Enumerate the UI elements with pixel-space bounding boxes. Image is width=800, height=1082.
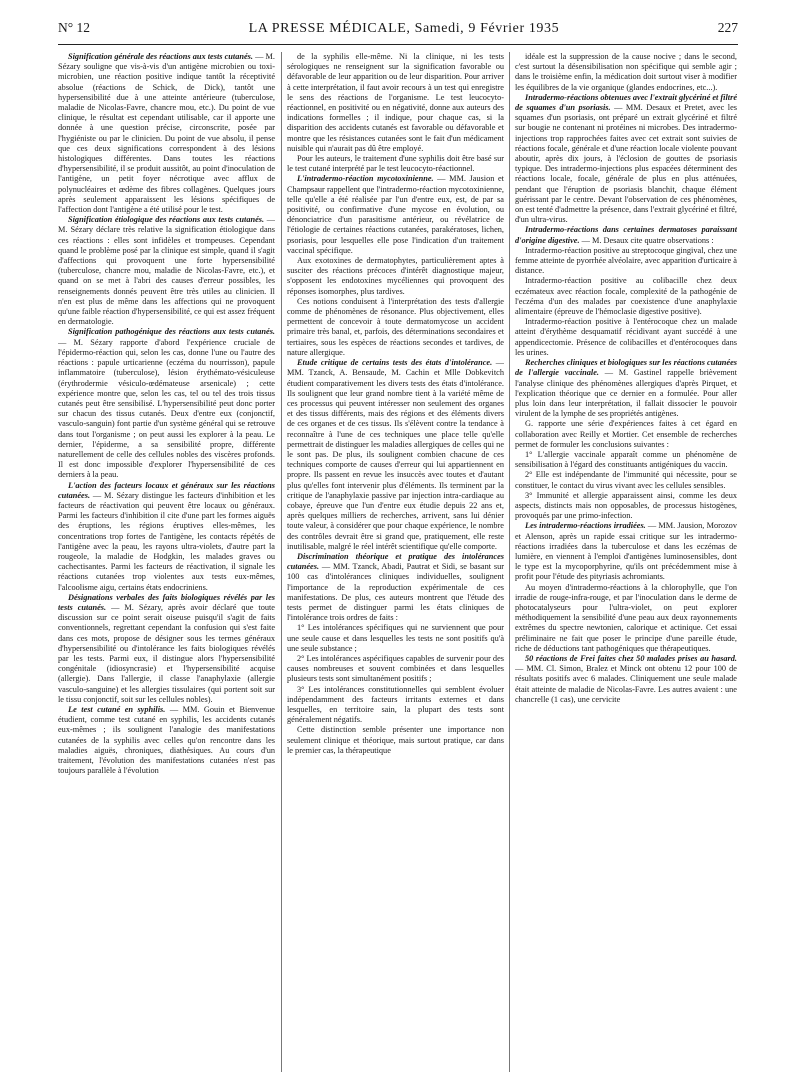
article-paragraph — [58, 215, 275, 327]
article-text: — M. Sézary souligne que vis-à-vis d'un antigène microbien ou toxi-microbien, une réaction positive indique tantôt la réceptivité absolue (réactions de Schick, de Dick), tantôt une hypersensibilité due à une atteinte antérieure (tuberculose, maladie de Nicolas-Favre, chancre mou, etc.). Du point de vue clinique, le résultat est cependant utilisable, car il apporte une donnée à une question précise, circonscrite, posée par l'hygiéniste ou par le clinicien. Du point de vue absolu, il pense que ces deux significations correspondent à des lésions histologiques différentes. Dans toutes les réactions d'hypersensibilité, il se produit aussitôt, au point d'inoculation de l'antigène, un petit foyer nécrotique avec afflux de polynucléaires et œdème des fibres collagènes. Quelques jours après seulement apparaissent les lésions spécifiques de l'affection dont l'antigène a été utilisé pour le test. — [58, 52, 275, 215]
article-paragraph — [287, 256, 504, 297]
article-paragraph — [515, 583, 737, 654]
article-paragraph — [515, 654, 737, 705]
article-text: Intradermo-réaction positive à l'entérocoque chez un malade atteint d'érythème desquamatif récidivant ayant succédé à une appendicectomie. Présence de colibacilles et d'entérocoques dans les urines. — [515, 317, 737, 357]
article-heading: Le test cutané en syphilis. — [68, 705, 166, 714]
article-paragraph — [515, 419, 737, 450]
header-rule — [58, 44, 738, 45]
article-paragraph — [515, 52, 737, 93]
article-paragraph — [287, 623, 504, 654]
text-column-1 — [58, 52, 275, 1074]
column-separator — [509, 52, 510, 1072]
article-heading: Intradermo-réactions obtenues avec l'extrait glycériné et filtré de squames d'un psoriasis. — [515, 92, 737, 113]
article-heading: Les intradermo-réactions irradiées. — [525, 521, 646, 531]
article-text: — MM. Jausion et Champsaur rappellent que l'intradermo-réaction mycotoxinienne, telle qu'elle a été réalisée par l'un d'entre eux, est, de par sa positivité, ou confirmative d'une mycose en évolution, ou dénonciatrice d'un parasitisme antérieur, ou révélatrice de l'étiologie de certaines réactions cutanées, parakératoses, lichen, psoriasis, pour lesquelles elle pose l'indication d'un traitement vaccinal spécifique. — [287, 174, 504, 255]
article-heading: Désignations verbales des faits biologiques révélés par les tests cutanés. — [58, 592, 275, 612]
article-text: G. rapporte une série d'expériences faites à cet égard en collaboration avec Reilly et Mortier. Cet ensemble de recherches permet de formuler les conclusions suivantes : — [515, 419, 737, 449]
article-paragraph — [287, 297, 504, 358]
article-text: Intradermo-réaction positive au colibacille chez deux eczémateux avec réaction focale, complexité de la pathogénie de l'eczéma d'un des malades par coexistence d'une anaphylaxie alimentaire (épreuve de l'hémoclasie digestive positive). — [515, 276, 737, 317]
article-paragraph — [58, 593, 275, 705]
article-text: — MM. Tzanck, A. Bensaude, M. Cachin et Mlle Dobkevitch étudient comparativement les divers tests des états d'intolérance. Ils soulignent que leur grand nombre tient à la variété même de ces processus qui peuvent intéresser non seulement des organes et des tissus différents, mais des régions et des éléments divers de ces organes et de ces tissus. Ils s'élèvent contre la tendance à reconnaître à l'une de ces techniques une place telle qu'elle permettrait de distinguer les maladies allergiques de celles qui ne le sont pas. De plus, ils soulignent combien chacune de ces techniques comporte de causes d'erreur qui lui appartiennent en propre. Ils passent en revue les insuccès avec toutes et d'autant plus qu'elles font intervenir plus d'éléments. Ils terminent par la critique de l'anaphylaxie passive par injection intra-cardiaque au cobaye, épreuve que l'un d'entre eux étudie depuis 22 ans et, après quelques milliers de recherches, arrivent, sans lui dénier toute valeur, à considérer que pour chaque expérience, le nombre des contrôles devrait être si grand que, pratiquement, elle reste inutilisable, malgré le réel intérêt scientifique qu'elle comporte. — [287, 358, 504, 551]
article-text: — M. Sézary rapporte d'abord l'expérience cruciale de l'épidermo-réaction qui, selon les cas, donne l'une ou l'autre des réactions : papule urticarienne (eczéma du nourrisson), papule inflammatoire (tuberculose), lésion érythémato-vésiculeuse (érythrodermie vésiculo-œdémateuse arsenicale) ; cette expérience montre que, selon les cas, tel ou tel des trois tissus cutanés peut être sensibilisé. L'hypersensibilité peut donc porter sur chacun des tissus cutanés. Deux d'entre eux (conjonctif, vasculo-sanguin) font partie d'un système général qui se retrouve dans tout l'organisme ; on peut aussi les explorer à la peau. Le dernier, l'épiderme, a sa sensibilité propre, différente naturellement de celle des cellules nobles des viscères profonds. Il est donc impossible d'explorer l'hypersensibilité de ces derniers à la peau. — [58, 337, 275, 480]
article-text: — M. Gastinel rappelle brièvement l'analyse clinique des phénomènes allergiques d'après Pirquet, et l'explication théorique que ce dernier en a formulée. Pour aller plus loin dans leur interprétation, il fallait dissocier le pouvoir virulent de la lymphe de ses propriétés antigènes. — [515, 368, 737, 419]
article-text: — MM. Desaux et Pretet, avec les squames d'un psoriasis, ont préparé un extrait glycériné et filtré sur bougie ne contenant ni protéines ni microbes. Des intradermo-injections trop rapprochées faites avec cet extrait sont suivies de réactions focale, générale et d'une réaction locale violente pouvant aboutir, après dix jours, à l'éclosion de gouttes de psoriasis typique. Des intradermo-injections plus espacées déterminent des réactions locale, focale, générale de plus en plus atténuées, pendant que l'éruption de psoriasis blanchit, chaque élément guérissant par le centre. Devant l'observation de ces phénomènes, on est tenté d'admettre la présence, dans l'extrait glycériné et filtré, d'un ultra-virus. — [515, 103, 737, 225]
article-heading: Etude critique de certains tests des états d'intolérance. — [297, 358, 493, 368]
article-text: — MM. Jausion, Morozov et Alenson, après un rapide essai critique sur les intradermo-réactions irradiées dans la tuberculose et dans les eczémas de lumière, en viennent à l'emploi d'antigènes luminosensibles, dont le type est la mycoporphyrine, qu'ils ont précédemment mise à profit pour l'étude des pityriasis achromiants. — [515, 521, 737, 582]
article-text: — MM. Cl. Simon, Bralez et Minck ont obtenu 12 pour 100 de résultats positifs avec 6 malades. Cliniquement une seule malade était atteinte de maladie de Nicolas-Favre. Les autres avaient : une chancrelle (1 cas), une cervicite — [515, 664, 737, 704]
article-text: Pour les auteurs, le traitement d'une syphilis doit être basé sur le test cutané interprété par le test leucocyto-réactionnel. — [287, 154, 504, 174]
article-text: Aux exotoxines de dermatophytes, particulièrement aptes à susciter des réactions précoces d'intérêt diagnostique majeur, s'opposent les endotoxines mycéliennes qui provoquent des réponses isomorphes, plus tardives. — [287, 256, 504, 296]
article-text: 3° Immunité et allergie apparaissent ainsi, comme les deux aspects, distincts mais non opposables, de processus histogènes, provoqués par une primo-infection. — [515, 490, 737, 521]
article-text: — MM. Tzanck, Abadi, Pautrat et Sidi, se basant sur 100 cas d'intolérances cliniques individuelles, soulignent l'importance de la reproduction expérimentale de ces manifestations. De plus, ces auteurs montrent que l'étude des tests permet de distinguer parmi les états cliniques de l'intolérance trois ordres de faits : — [287, 562, 504, 623]
article-paragraph — [287, 725, 504, 756]
article-heading: Recherches cliniques et biologiques sur les réactions cutanées de l'allergie vaccinale. — [515, 358, 737, 378]
article-paragraph — [287, 154, 504, 174]
article-text: Cette distinction semble présenter une importance non seulement clinique et théorique, mais surtout pratique, car dans le premier cas, la thérapeutique — [287, 725, 504, 755]
article-text: 2° Les intolérances aspécifiques capables de survenir pour des causes nombreuses et souvent combinées et dans lesquelles plusieurs tests sont simultanément positifs ; — [287, 653, 504, 684]
article-paragraph — [515, 93, 737, 226]
article-paragraph — [58, 481, 275, 593]
page-number-right: 227 — [717, 20, 738, 35]
article-heading: Signification générale des réactions aux tests cutanés. — [68, 52, 253, 61]
article-paragraph — [515, 450, 737, 470]
article-text: — M. Sézary distingue les facteurs d'inhibition et les facteurs de réactivation qui peuvent être locaux ou généraux. Parmi les facteurs d'inhibition il cite d'une part les formes aiguës des éruptions, les régions éruptives elles-mêmes, les concentrations trop fortes de l'antigène, les contacts répétés de l'antigène avec la peau, les rayons ultra-violets, d'autre part la rougeole, la maladie de Hodgkin, les malades graves ou cachectisantes. Parmi les facteurs de réactivation, il signale les réactions cutanées trop violentes aux tests eux-mêmes, l'alcoolisme aigu, certains états endocriniens. — [58, 490, 275, 592]
article-heading: 50 réactions de Frei faites chez 50 malades prises au hasard. — [525, 653, 737, 663]
article-text: — MM. Gouin et Bienvenue étudient, comme test cutané en syphilis, les accidents cutanés eux-mêmes ; ils soulignent l'analogie des manifestations cutanées de la syphilis avec celles qu'on rencontre dans les maladies aiguës, chroniques, diathésiques. Au cours d'un traitement, l'évolution des manifestations cutanées n'est pas toujours parallèle à l'évolution — [58, 705, 275, 776]
article-paragraph — [515, 317, 737, 358]
article-text: Ces notions conduisent à l'interprétation des tests d'allergie comme de phénomènes de résonance. Plus objectivement, elles permettent de concevoir à toute dermatomycose un accident primaire très banal, et, parfois, des déterminations secondaires et tertiaires, sous les espèces de réactions secondes et tardives, de nature allergique. — [287, 296, 504, 357]
article-heading: Intradermo-réactions dans certaines dermatoses paraissant d'origine digestive. — [515, 225, 737, 245]
article-text: 1° Les intolérances spécifiques qui ne surviennent que pour une seule cause et dans lesquelles les tests ne sont positifs qu'à une seule substance ; — [287, 623, 504, 653]
article-heading: Signification étiologique des réactions aux tests cutanés. — [68, 215, 265, 225]
article-paragraph — [515, 470, 737, 490]
article-text: de la syphilis elle-même. Ni la clinique, ni les tests sérologiques ne renseignent sur la signification favorable ou défavorable de leur apparition ou de leur disparition. Pour arriver à cette interprétation, il faut avoir recours à un test qui enregistre le sens des réactions de l'organisme. Le test leucocyto-réactionnel, en positivité ou en négativité, donne aux auteurs des indications formelles ; il indique, pour chaque cas, si la disparition des accidents cutanés est favorable ou défavorable et montre que les résistances cutanées sont le fait d'un médicament nuisible qui n'aurait pas dû être employé. — [287, 52, 504, 153]
article-paragraph — [287, 685, 504, 726]
article-paragraph — [515, 491, 737, 522]
article-text: idéale est la suppression de la cause nocive ; dans le second, c'est surtout la désensibilisation non spécifique qui semble agir ; dans le troisième enfin, la médication doit surtout viser à modifier les équilibres de la vie organique (glandes endocrines, etc...). — [515, 52, 737, 92]
article-text: Au moyen d'intradermo-réactions à la chlorophylle, que l'on irradie de rouge-infra-rouge, et par l'inoculation dans le derme de photocatalyseurs pour l'ultra-violet, on peut explorer méthodiquement la sensibilité d'une peau aux deux rayonnements extrêmes du spectre newtonien, calorique et actinique. Cet essai préliminaire ne fait que poser le principe d'une pareille étude, riche de déductions tant pathogéniques que thérapeutiques. — [515, 582, 737, 653]
article-text: Intradermo-réaction positive au streptocoque gingival, chez une femme atteinte de pyorrhée alvéolaire, avec apparition d'urticaire à distance. — [515, 245, 737, 276]
article-text: — M. Sézary, après avoir déclaré que toute discussion sur ce point serait oiseuse puisqu'il s'agit de faits conventionnels, regrettant cependant la confusion qui s'est faite dans ces mots, propose de désigner sous les termes généraux d'hypersensibilité ou d'intolérance les faits biologiques révélés par les tests. Parmi eux, il distingue alors l'hypersensibilité congénitale (idiosyncrasie) et l'hypersensibilité acquise (allergie). Dans l'allergie, il classe l'anaphylaxie (allergie vasculo-sanguine) et les allergies tissulaires (qui portent soit sur le tissu conjonctif, soit sur les cellules nobles). — [58, 602, 275, 704]
text-column-3 — [515, 52, 737, 1074]
article-text: — M. Sézary déclare très relative la signification étiologique dans ces réactions : elles sont infidèles et trompeuses. Cependant quand le problème posé par la clinique est simple, quand il s'agit d'affections qui provoquent une forte hypersensibilité (tuberculose, chancre mou, maladie de Nicolas-Favre, etc.), et quand on se met à l'abri des causes d'erreur possibles, les renseignements donnés peuvent être très utiles au clinicien. Il n'en est plus de même dans les affections qui ne provoquent qu'une faible réaction d'hypersensibilité, ce qui est assez fréquent en dermatologie. — [58, 215, 275, 327]
article-paragraph — [515, 358, 737, 419]
article-paragraph — [515, 246, 737, 277]
running-title — [249, 21, 560, 37]
article-paragraph — [58, 705, 275, 776]
text-column-2 — [287, 52, 504, 1074]
article-paragraph — [287, 552, 504, 623]
article-paragraph — [515, 521, 737, 582]
running-header — [58, 20, 738, 42]
article-paragraph — [287, 174, 504, 256]
article-paragraph — [58, 52, 275, 215]
article-heading: Signification pathogénique des réactions aux tests cutanés. — [68, 327, 275, 337]
article-paragraph — [287, 358, 504, 552]
journal-name: LA PRESSE MÉDICALE, — [248, 21, 411, 36]
article-heading: Discrimination théorique et pratique des intolérances cutanées. — [287, 551, 504, 572]
article-paragraph — [515, 276, 737, 317]
article-text: 2° Elle est indépendante de l'immunité qui nécessite, pour se constituer, le contact du virus vivant avec les cellules sensibles. — [515, 470, 737, 490]
article-paragraph — [287, 52, 504, 154]
article-paragraph — [58, 327, 275, 480]
article-text: 1° L'allergie vaccinale apparaît comme un phénomène de sensibilisation à l'égard des constituants antigéniques du vaccin. — [515, 449, 737, 470]
article-paragraph — [515, 225, 737, 245]
article-text: 3° Les intolérances constitutionnelles qui semblent évoluer indépendamment des facteurs irritants externes et dans lesquelles, en territoire sain, la plupart des tests sont généralement négatifs. — [287, 684, 504, 725]
article-heading: L'action des facteurs locaux et généraux sur les réactions cutanées. — [58, 480, 275, 500]
article-heading: L'intradermo-réaction mycotoxinienne. — [297, 174, 434, 184]
article-paragraph — [287, 654, 504, 685]
page-number-left: N° 12 — [58, 20, 91, 35]
article-text: — M. Desaux cite quatre observations : — [579, 235, 714, 245]
issue-date: Samedi, 9 Février 1935 — [414, 21, 560, 36]
column-separator — [281, 52, 282, 1072]
